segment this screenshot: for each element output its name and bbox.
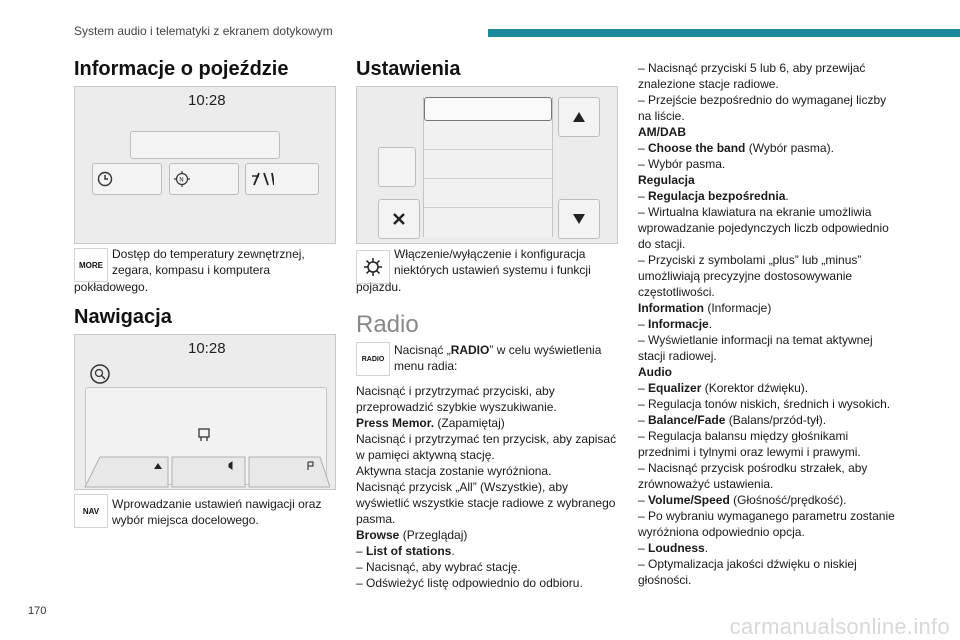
navigation-heading: Nawigacja xyxy=(74,306,172,328)
compass-button xyxy=(169,163,239,195)
radio-tag: RADIO xyxy=(356,342,390,376)
close-icon xyxy=(392,212,406,226)
nav-bottom-tabs xyxy=(80,453,330,489)
vehicle-info-screen-illustration xyxy=(74,86,336,244)
poi-icon xyxy=(197,427,211,443)
navigation-text: Wprowadzanie ustawień nawigacji oraz wybór miejsca docelowego. xyxy=(112,497,322,527)
settings-side-box xyxy=(378,147,416,187)
gear-icon xyxy=(362,256,384,278)
page-number: 170 xyxy=(28,605,47,617)
navigation-screen-illustration xyxy=(74,334,336,490)
arrow-up-icon xyxy=(572,111,586,123)
settings-text-end: pojazdu. xyxy=(356,280,402,294)
compass-icon xyxy=(174,171,190,187)
clock-icon xyxy=(97,171,113,187)
selected-list-item xyxy=(424,97,552,121)
nav-tag: NAV xyxy=(74,494,108,528)
radio-continued-text: – Nacisnąć przyciski 5 lub 6, aby przewijać znalezione stacje radiowe. – Przejście bezpośrednio do wymaganej liczby na liście. AM/DAB – Choose the band (Wybór pasma). – Wybór pasma. Regulacja – Regulacja bezpośrednia. – Wirtualna klawiatura na ekranie umożliwia wprowadzanie pojedynczych liczb odpowiednio do stacji. – Przyciski z symbolami „plus” lub „minus” umożliwiają precyzyjne dostosowywanie częstotliwości. Information (Informacje) – Informacje. – Wyświetlanie informacji na temat aktywnej stacji radiowej. Audio – Equalizer (Korektor dźwięku). – Regulacja tonów niskich, średnich i wysokich. – Balance/Fade (Balans/przód-tył). – Regulacja balansu między głośnikami przednimi i tylnymi oraz lewymi i prawymi. – Nacisnąć przycisk pośrodku strzałek, aby zrównoważyć ustawienia. – Volume/Speed (Głośność/prędkość). – Po wybraniu wymaganego parametru zostanie wyróżniona odpowiednio opcja. – Loudness. – Optymalizacja jakości dźwięku o niskiej głośności. xyxy=(638,61,895,587)
more-tag: MORE xyxy=(74,248,108,282)
radio-heading: Radio xyxy=(356,311,419,338)
vehicle-info-text-end: pokładowego. xyxy=(74,280,149,294)
clock-button xyxy=(92,163,162,195)
vehicle-info-heading: Informacje o pojeździe xyxy=(74,58,289,80)
clock-display: 10:28 xyxy=(188,92,226,109)
trip-computer-button xyxy=(245,163,319,195)
vehicle-info-text: Dostęp do temperatury zewnętrznej, zegara, kompasu i komputera xyxy=(112,247,305,277)
settings-text: Włączenie/wyłączenie i konfiguracja niektórych ustawień systemu i funkcji xyxy=(394,247,591,277)
nav-search-icon xyxy=(89,363,111,385)
radio-intro-text: Nacisnąć „RADIO” w celu wyświetlenia menu radia: xyxy=(394,343,602,373)
close-button xyxy=(378,199,420,239)
svg-text:N: N xyxy=(179,176,184,184)
scroll-up-button xyxy=(558,97,600,137)
info-display-box xyxy=(130,131,280,159)
arrow-down-icon xyxy=(572,213,586,225)
watermark: carmanualsonline.info xyxy=(729,614,950,639)
settings-list xyxy=(423,97,553,237)
nav-clock-display: 10:28 xyxy=(188,340,226,357)
road-icon xyxy=(252,172,274,186)
scroll-down-button xyxy=(558,199,600,239)
header-accent-bar xyxy=(488,29,960,37)
settings-screen-illustration xyxy=(356,86,618,244)
settings-heading: Ustawienia xyxy=(356,58,461,80)
radio-body-text: Nacisnąć i przytrzymać przyciski, aby przeprowadzić szybkie wyszukiwanie. Press Memor. (Zapamiętaj) Nacisnąć i przytrzymać ten przycisk, aby zapisać w pamięci aktywną stację. Aktywna stacja zostanie wyróżniona. Nacisnąć przycisk „All” (Wszystkie), aby wyświetlić wszystkie stacje radiowe z wybranego pasma. Browse (Przeglądaj) – List of stations. – Nacisnąć, aby wybrać stację. – Odświeżyć listę odpowiednio do odbioru. xyxy=(356,384,617,590)
page-header-title: System audio i telematyki z ekranem dotykowym xyxy=(74,24,333,38)
